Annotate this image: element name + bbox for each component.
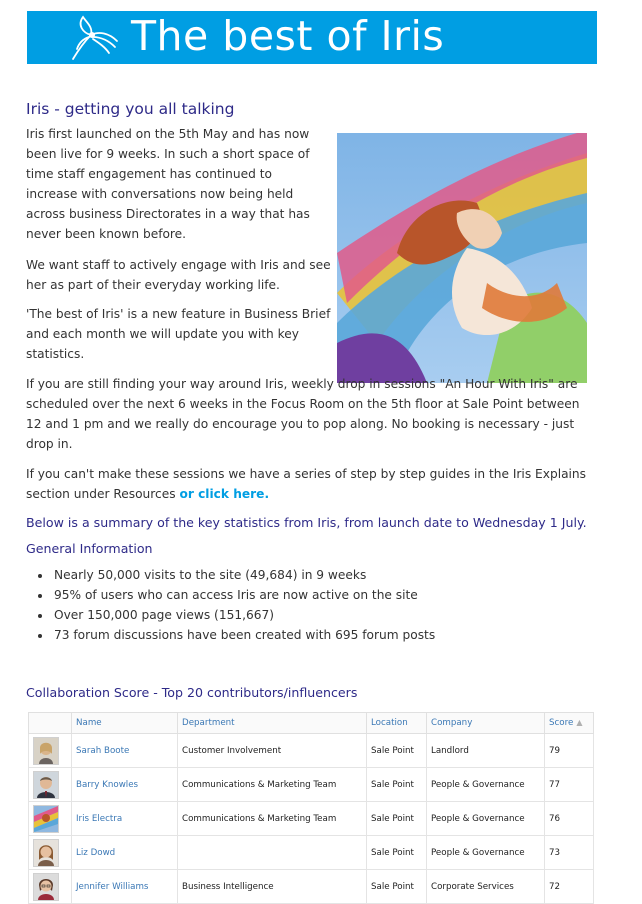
contributors-table	[28, 712, 594, 904]
contributor-location: Sale Point	[367, 734, 427, 768]
contributor-company: People & Governance	[427, 802, 545, 836]
contributor-department: Communications & Marketing Team	[178, 768, 367, 802]
contributor-department: Communications & Marketing Team	[178, 802, 367, 836]
table-header-row	[29, 713, 594, 734]
stats-list	[34, 565, 435, 645]
contributor-name[interactable]: Liz Dowd	[72, 836, 178, 870]
col-score-label: Score	[549, 718, 574, 728]
avatar-cell	[29, 836, 72, 870]
contributor-name[interactable]: Sarah Boote	[72, 734, 178, 768]
guides-text: If you can't make these sessions we have a series of step by step guides in the Iris Explains section under Resources	[26, 467, 587, 501]
avatar-cell	[29, 802, 72, 836]
engage-paragraph: We want staff to actively engage with Iris and see her as part of their everyday working life.	[26, 258, 331, 292]
contributor-location: Sale Point	[367, 836, 427, 870]
contributor-department: Customer Involvement	[178, 734, 367, 768]
col-name[interactable]: Name	[72, 713, 178, 734]
feature-paragraph: 'The best of Iris' is a new feature in Business Brief and each month we will update you with key statistics.	[26, 307, 331, 361]
dropin-paragraph: If you are still finding your way around Iris, weekly drop in sessions "An Hour With Iris" are scheduled over the next 6 weeks in the Focus Room on the 5th floor at Sale Point between 12 and 1 pm and we really do encourage you to pop along. No booking is necessary - just drop in.	[26, 377, 580, 451]
avatar[interactable]	[33, 771, 59, 799]
avatar[interactable]	[33, 805, 59, 833]
contributor-company: Corporate Services	[427, 870, 545, 904]
avatar[interactable]	[33, 839, 59, 867]
article-heading: Iris - getting you all talking	[26, 100, 235, 118]
contributor-location: Sale Point	[367, 802, 427, 836]
contributor-name[interactable]: Jennifer Williams	[72, 870, 178, 904]
table-row	[29, 768, 594, 802]
contributor-company: People & Governance	[427, 836, 545, 870]
list-item: • 73 forum discussions have been created with 695 forum posts	[52, 625, 435, 645]
contributor-company: Landlord	[427, 734, 545, 768]
avatar[interactable]	[33, 873, 59, 901]
contributor-score: 76	[545, 802, 594, 836]
intro-paragraph: Iris first launched on the 5th May and has now been live for 9 weeks. In such a short space of time staff engagement has continued to increase with conversations now being held across business Directorates in a way that has never been known before.	[26, 127, 310, 241]
banner	[27, 11, 597, 64]
avatar[interactable]	[33, 737, 59, 765]
contributor-company: People & Governance	[427, 768, 545, 802]
iris-winged-logo-icon	[53, 15, 129, 63]
collaboration-heading: Collaboration Score - Top 20 contributors/influencers	[26, 685, 358, 700]
col-score[interactable]	[545, 713, 594, 734]
avatar-cell	[29, 768, 72, 802]
contributor-location: Sale Point	[367, 768, 427, 802]
list-item: • 95% of users who can access Iris are now active on the site	[52, 585, 435, 605]
summary-text: Below is a summary of the key statistics from Iris, from launch date to Wednesday 1 July.	[26, 515, 587, 530]
table-row	[29, 870, 594, 904]
avatar-cell	[29, 870, 72, 904]
guides-paragraph	[26, 464, 594, 504]
list-item: • Over 150,000 page views (151,667)	[52, 605, 435, 625]
contributor-name[interactable]: Iris Electra	[72, 802, 178, 836]
banner-title: The best of Iris	[131, 12, 445, 60]
contributor-score: 77	[545, 768, 594, 802]
contributor-score: 73	[545, 836, 594, 870]
sort-up-icon: ▲	[576, 718, 583, 727]
contributor-department	[178, 836, 367, 870]
table-row	[29, 836, 594, 870]
iris-rainbow-illustration	[337, 133, 587, 383]
table-row	[29, 802, 594, 836]
col-department[interactable]: Department	[178, 713, 367, 734]
table-row	[29, 734, 594, 768]
avatar-cell	[29, 734, 72, 768]
contributor-score: 79	[545, 734, 594, 768]
click-here-link[interactable]: or click here.	[179, 487, 270, 501]
contributor-score: 72	[545, 870, 594, 904]
general-info-heading: General Information	[26, 541, 153, 556]
contributor-location: Sale Point	[367, 870, 427, 904]
contributor-name[interactable]: Barry Knowles	[72, 768, 178, 802]
list-item: • Nearly 50,000 visits to the site (49,684) in 9 weeks	[52, 565, 435, 585]
contributor-department: Business Intelligence	[178, 870, 367, 904]
col-picture	[29, 713, 72, 734]
col-location[interactable]: Location	[367, 713, 427, 734]
col-company[interactable]: Company	[427, 713, 545, 734]
